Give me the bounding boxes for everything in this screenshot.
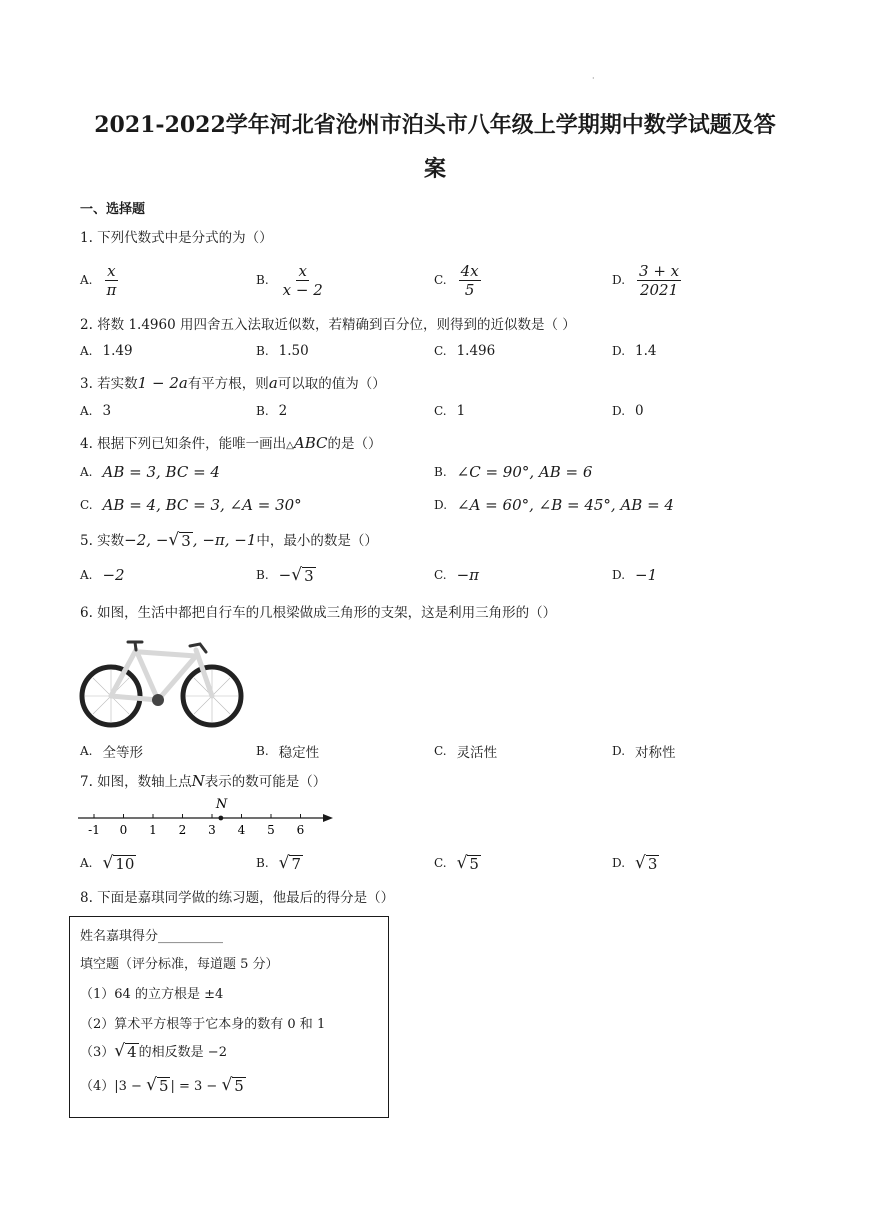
option-d[interactable]: D. 0 <box>612 403 644 419</box>
question-4-options-row2 <box>0 490 869 520</box>
option-d[interactable]: D. −1 <box>612 566 658 584</box>
option-c[interactable]: C. 1 <box>434 403 466 419</box>
fill-blank-heading: 填空题（评分标准，每道题 5 分） <box>80 957 279 972</box>
point-n-label: N <box>215 797 228 812</box>
option-c[interactable]: C. 灵活性 <box>434 744 498 761</box>
option-d[interactable]: D. 1.4 <box>612 343 657 359</box>
tick-label: 3 <box>208 823 216 837</box>
option-a[interactable]: A. 3 <box>80 403 112 419</box>
option-b[interactable]: B. − √ 3 <box>256 565 314 585</box>
question-7-options <box>0 848 869 878</box>
question-6-options <box>0 736 869 766</box>
option-a[interactable]: A. √ 10 <box>80 853 135 873</box>
name-score-line: 姓名嘉琪得分__________ <box>80 929 224 944</box>
question-3-options <box>0 396 869 426</box>
option-a[interactable]: A. $\frac{x}{\pi}$ <box>80 261 117 299</box>
item-3: （3） √ 4 的相反数是 −2 <box>80 1041 227 1061</box>
page-title: 2021-2022学年河北省沧州市泊头市八年级上学期期中数学试题及答 <box>94 112 776 138</box>
option-b[interactable]: B. 稳定性 <box>256 744 320 761</box>
point-n <box>218 816 223 821</box>
item-1: （1）64 的立方根是 ±4 <box>80 987 224 1002</box>
option-a[interactable]: A. AB = 3, BC = 4 <box>80 463 220 481</box>
tick-label: 1 <box>149 823 157 837</box>
question-5-options <box>0 560 869 590</box>
option-b[interactable]: B. ∠C = 90°, AB = 6 <box>434 463 593 481</box>
option-b[interactable]: B. √ 7 <box>256 853 302 873</box>
practice-sheet-box <box>69 916 389 1118</box>
question-2-options <box>0 336 869 366</box>
item-4: （4）|3 − √ 5 | = 3 − √ 5 <box>80 1075 244 1095</box>
option-d[interactable]: D. $\frac{3 + x}{2021}$ <box>612 261 680 299</box>
question-1-stem: 1. 下列代数式中是分式的为（） <box>80 230 273 246</box>
fraction: $\frac{x}{\pi}$ <box>106 261 117 299</box>
question-8-stem: 8. 下面是嘉琪同学做的练习题，他最后的得分是（） <box>80 890 395 906</box>
option-a[interactable]: A. 1.49 <box>80 343 133 359</box>
option-a[interactable]: A. −2 <box>80 566 125 584</box>
question-5-stem: 5. 实数−2, − √ 3 , −π, −1中，最小的数是（） <box>80 530 378 550</box>
option-c[interactable]: C. $\frac{4x}{5}$ <box>434 261 479 299</box>
fraction: $\frac{4x}{5}$ <box>460 261 479 299</box>
question-7-stem: 7. 如图，数轴上点N表示的数可能是（） <box>80 772 327 790</box>
option-c[interactable]: C. 1.496 <box>434 343 496 359</box>
tick-label: 6 <box>296 823 305 837</box>
option-c[interactable]: C. −π <box>434 566 480 584</box>
section-heading: 一、选择题 <box>80 202 146 217</box>
question-4-stem: 4. 根据下列已知条件，能唯一画出△ABC的是（） <box>80 434 382 452</box>
option-b[interactable]: B. 2 <box>256 403 288 419</box>
question-3-stem: 3. 若实数1 − 2a有平方根，则a可以取的值为（） <box>80 374 386 392</box>
option-b[interactable]: B. $\frac{x}{x - 2}$ <box>256 261 323 299</box>
option-d[interactable]: D. ∠A = 60°, ∠B = 45°, AB = 4 <box>434 496 674 514</box>
number-line <box>78 796 338 840</box>
question-2-stem: 2. 将数 1.4960 用四舍五入法取近似数，若精确到百分位，则得到的近似数是（ ） <box>80 317 576 333</box>
question-6-stem: 6. 如图，生活中都把自行车的几根梁做成三角形的支架，这是利用三角形的（） <box>80 605 557 621</box>
item-2: （2）算术平方根等于它本身的数有 0 和 1 <box>80 1017 326 1032</box>
header-mark: · <box>592 74 595 83</box>
option-b[interactable]: B. 1.50 <box>256 343 309 359</box>
bicycle-image <box>78 630 246 730</box>
tick-label: 0 <box>119 823 128 837</box>
fraction: $\frac{3 + x}{2021}$ <box>639 261 680 299</box>
tick-label: -1 <box>88 823 100 837</box>
page-title-continued: 案 <box>423 156 446 182</box>
fraction: $\frac{x}{x - 2}$ <box>282 261 323 299</box>
tick-label: 4 <box>237 823 246 837</box>
option-c[interactable]: C. AB = 4, BC = 3, ∠A = 30° <box>80 496 302 514</box>
question-4-options-row1 <box>0 457 869 487</box>
option-a[interactable]: A. 全等形 <box>80 744 143 761</box>
question-1-options <box>0 258 869 302</box>
option-d[interactable]: D. 对称性 <box>612 744 676 761</box>
tick-label: 2 <box>178 823 187 837</box>
option-c[interactable]: C. √ 5 <box>434 853 479 873</box>
tick-label: 5 <box>267 823 275 837</box>
option-d[interactable]: D. √ 3 <box>612 853 658 873</box>
